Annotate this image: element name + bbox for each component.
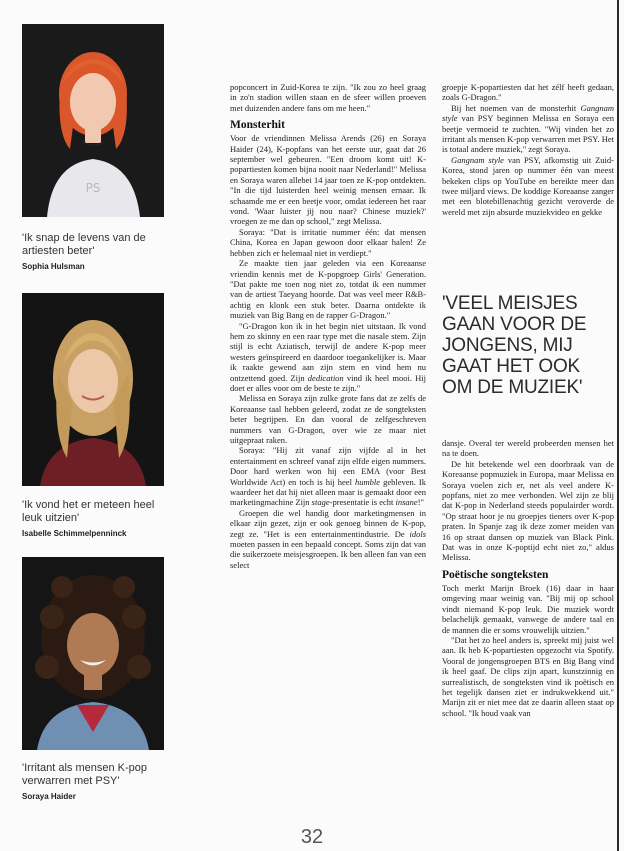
paragraph: Toch merkt Marijn Broek (16) daar in haar omgeving maar weinig van. "Bij mij op school vindt niemand K-pop leuk. Die muziek wordt belachelijk gemaakt, vanwege de andere taal en de mannen die er soms vrouwelijk uitzien." <box>442 582 614 635</box>
section-heading-poetische-songteksten: Poëtische songteksten <box>442 568 549 581</box>
paragraph: Soraya: "Dat is irritatie nummer één: dat mensen China, Korea en Japan gewoon door elkaar halen! Ze hebben zich er helemaal niet in verdiept." <box>230 226 426 258</box>
portrait-photo-sophia <box>22 24 164 217</box>
paragraph: Soraya: "Hij zit vanaf zijn vijfde al in het entertainment en schreef vanaf zijn elfde eigen nummers. Door hard werken won hij een EMA (voor Best Worldwide Act) en toch is hij heel humble gebleven. Ik waardeer het dat hij niet alleen maar is gemaakt door een marketingmachine Zijn stage-presentatie is echt insane!" <box>230 445 426 508</box>
paragraph: Melissa en Soraya zijn zulke grote fans dat ze zelfs de Koreaanse taal hebben geleerd, zodat ze de songteksten beter begrijpen. En dan vooral de zelfgeschreven nummers van G-Dragon, over wie ze maar niet uitgepraat raken. <box>230 393 426 445</box>
article-column-2-top <box>442 82 614 217</box>
page-edge-line <box>617 0 619 851</box>
paragraph: groepje K-popartiesten dat het zélf heeft gedaan, zoals G-Dragon." <box>442 82 614 103</box>
profile-name: Isabelle Schimmelpenninck <box>22 529 127 538</box>
paragraph: dansje. Overal ter wereld probeerden mensen het na te doen. <box>442 438 614 459</box>
paragraph: "Dat het zo heel anders is, spreekt mij juist wel aan. Ik heb K-popartiesten opgezocht via Spotify. Vooral de jongensgroepen BTS en Big Bang vind ik heel gaaf. De clips zijn apart, kunstzinnig en surrealistisch, de songteksten vind ik poëtisch en het tegelijk dansen ziet er indrukwekkend uit." Marijn zit er niet mee dat ze daarin alleen staat op school. "Ik houd vaak van <box>442 634 614 718</box>
paragraph: popconcert in Zuid-Korea te zijn. "Ik zou zo heel graag in zo'n stadion willen staan en de sfeer willen proeven met duizenden andere fans om me heen." <box>230 82 426 113</box>
paragraph: Ze maakte tien jaar geleden via een Koreaanse vriendin kennis met de K-popgroep Girls' Generation. "Dat pakte me toen nog niet zo, totdat ik een nummer van de artiest Taeyang hoorde. Dat was veel meer R&B-achtig en klonk een stuk beter. Daarna ontdekte ik muziek van Big Bang en de rapper G-Dragon." <box>230 258 426 321</box>
article-column-1 <box>230 82 426 570</box>
paragraph: Gangnam style van PSY, afkomstig uit Zuid-Korea, stond jaren op nummer één van meest bekeken clips op YouTube en bereikte meer dan twee miljard views. De koddige Koreaanse zanger met een blotebillenachtig gezicht veroverde de wereld met zijn absurde muziekvideo en gekke <box>442 154 615 217</box>
portrait-photo-isabelle <box>22 293 164 486</box>
paragraph: Bij het noemen van de monsterhit Gangnam style van PSY beginnen Melissa en Soraya een beetje vermoeid te zuchten. "Wij vinden het zo irritant als mensen K-pop verwarren met PSY. Het is totaal andere muziek," zegt Soraya. <box>442 102 614 155</box>
profile-caption-3 <box>22 762 172 801</box>
profile-caption-1 <box>22 232 172 271</box>
profile-quote: 'Ik vond het er meteen heel leuk uitzien' <box>22 499 155 524</box>
page-number: 32 <box>300 826 324 848</box>
paragraph: Groepen die wel handig door marketingmensen in elkaar zijn gezet, zijn er ook genoeg binnen de K-pop, zegt ze. "Het is een entertainmentindustrie. De idols moeten passen in een bepaald concept. Soms zijn dat van die suikerzoete meisjesgroepen. Ik ben alleen fan van een select <box>230 507 426 570</box>
portrait-photo-soraya <box>22 557 164 750</box>
profile-name: Soraya Haider <box>22 792 76 801</box>
paragraph: De hit betekende wel een doorbraak van de Koreaanse popmuziek in Europa, maar Melissa en Soraya voelen zich er, net als veel andere K-popfans, niet zo mee verbonden. Wel zijn ze blij dat K-pop in Nederland steeds populairder wordt. "Op straat hoor je nu groepjes tieners over K-pop praten. In Spanje zag ik deze zomer meiden van 16 op straat dansen op muziek van Black Pink. Dat was in onze K-poptijd echt niet zo," aldus Melissa. <box>442 458 614 563</box>
profile-caption-2 <box>22 499 172 538</box>
section-heading-monsterhit: Monsterhit <box>230 119 285 132</box>
article-column-2-bottom <box>442 438 614 718</box>
svg-text:PS: PS <box>85 181 101 195</box>
profile-quote: 'Irritant als mensen K-pop verwarren met PSY' <box>22 762 147 787</box>
paragraph: "G-Dragon kon ik in het begin niet uitstaan. Ik vond hem zo skinny en een raar type met die nasale stem. Zijn stijl is echt Aziatisch, terwijl de andere K-pop meer westers geïnspireerd en daardoor toegankelijker is. Maar ik raakte gewend aan zijn stem en vind hem nu ontzettend goed. Zijn dedication vind ik heel mooi. Hij doet er alles voor om de beste te zijn." <box>230 320 426 393</box>
paragraph: Voor de vriendinnen Melissa Arends (26) en Soraya Haider (24), K-popfans van het eerste uur, gaat dat 26 september wel gebeuren. "Een droom komt uit! K-popartiesten komen bijna nooit naar Nederland!" Melissa en Soraya waren allebei 14 jaar toen ze K-pop ontdekten. "In die tijd luisterden heel weinig mensen ernaar. Ik schaamde me er een beetje voor, omdat iedereen het raar vond. 'Waar luister jij nou naar? Chinese muziek?' vroegen ze me dan op school," zegt Melissa. <box>230 133 426 227</box>
profile-name: Sophia Hulsman <box>22 262 85 271</box>
pull-quote: 'VEEL MEISJES GAAN VOOR DE JONGENS, MIJ GAAT HET OOK OM DE MUZIEK' <box>442 293 587 398</box>
profile-quote: 'Ik snap de levens van de artiesten beter' <box>22 232 146 257</box>
